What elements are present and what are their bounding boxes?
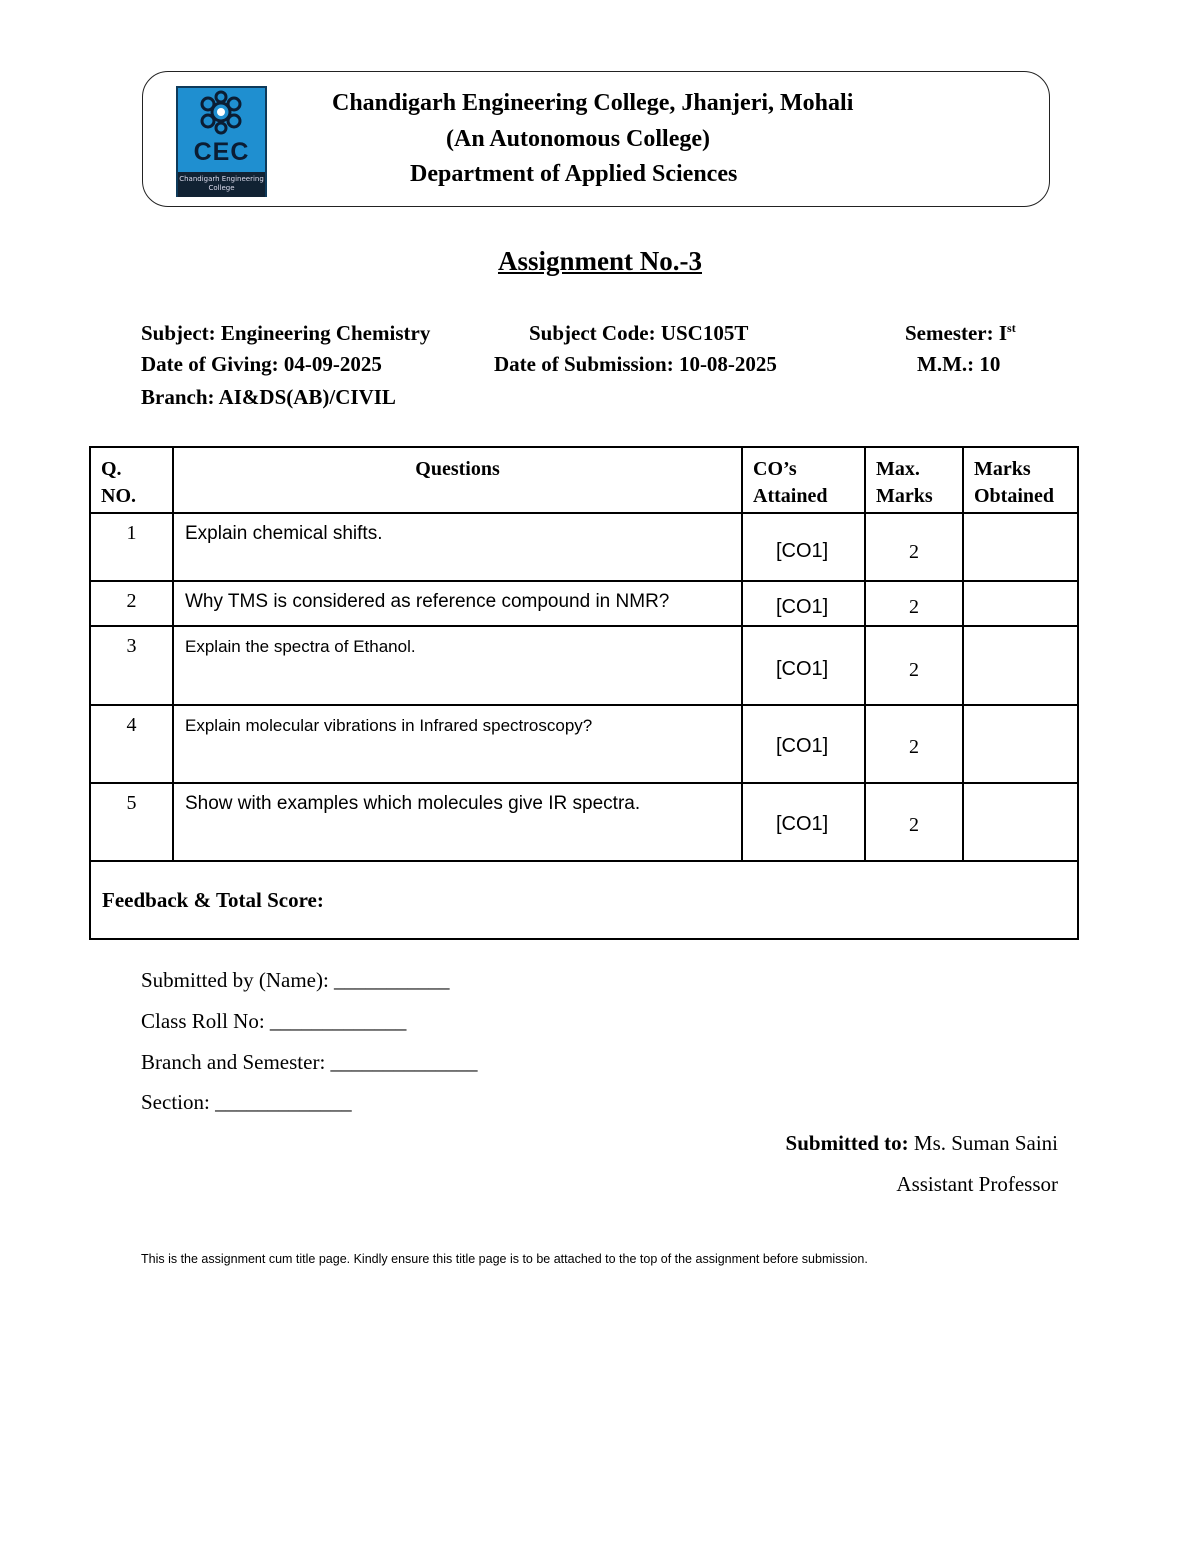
- header-marks-obtained: Marks Obtained: [963, 447, 1078, 513]
- submission-note: This is the assignment cum title page. Kindly ensure this title page is to be attached to the top of the assignment before submission.: [141, 1252, 868, 1266]
- semester-suffix: st: [1007, 321, 1016, 335]
- marks-obtained-cell[interactable]: [963, 626, 1078, 705]
- marks-obtained-cell[interactable]: [963, 581, 1078, 626]
- submitted-by-field[interactable]: Submitted by (Name): ___________: [141, 968, 450, 992]
- subject: Subject: Engineering Chemistry: [141, 321, 431, 345]
- max-marks: 2: [865, 705, 963, 783]
- marks-obtained-cell[interactable]: [963, 705, 1078, 783]
- table-row: [90, 783, 1078, 861]
- questions-table: [89, 446, 1079, 940]
- date-of-submission: Date of Submission: 10-08-2025: [494, 352, 777, 376]
- question-number: 3: [90, 626, 173, 705]
- co-attained: [CO1]: [742, 513, 865, 581]
- college-name: Chandigarh Engineering College, Jhanjeri, Mohali: [332, 90, 854, 116]
- co-attained: [CO1]: [742, 581, 865, 626]
- question-number: 5: [90, 783, 173, 861]
- department-name: Department of Applied Sciences: [410, 161, 738, 187]
- college-logo: [176, 86, 267, 197]
- date-of-giving: Date of Giving: 04-09-2025: [141, 352, 382, 376]
- max-marks: 2: [865, 513, 963, 581]
- header-cos-attained: CO’s Attained: [742, 447, 865, 513]
- submitted-to-name: Ms. Suman Saini: [908, 1131, 1058, 1155]
- max-marks: 2: [865, 581, 963, 626]
- subject-code: Subject Code: USC105T: [529, 321, 749, 345]
- max-marks: 2: [865, 783, 963, 861]
- marks-obtained-cell[interactable]: [963, 513, 1078, 581]
- header-questions: Questions: [173, 447, 742, 513]
- question-text: Why TMS is considered as reference compound in NMR?: [173, 581, 742, 626]
- feedback-total-score[interactable]: Feedback & Total Score:: [90, 861, 1078, 939]
- table-row: [90, 581, 1078, 626]
- section-field[interactable]: Section: _____________: [141, 1090, 352, 1114]
- co-attained: [CO1]: [742, 626, 865, 705]
- feedback-row: [90, 861, 1078, 939]
- max-marks-total: M.M.: 10: [917, 352, 1001, 376]
- question-text: Show with examples which molecules give IR spectra.: [173, 783, 742, 861]
- question-text: Explain chemical shifts.: [173, 513, 742, 581]
- marks-obtained-cell[interactable]: [963, 783, 1078, 861]
- semester-value: Semester: I: [905, 321, 1008, 345]
- semester: [905, 321, 1016, 346]
- co-attained: [CO1]: [742, 783, 865, 861]
- question-number: 4: [90, 705, 173, 783]
- assignment-title: Assignment No.-3: [497, 246, 702, 276]
- question-text: Explain molecular vibrations in Infrared spectroscopy?: [173, 705, 742, 783]
- branch-semester-field[interactable]: Branch and Semester: ______________: [141, 1050, 478, 1074]
- table-row: [90, 513, 1078, 581]
- question-number: 2: [90, 581, 173, 626]
- submitted-to: [786, 1131, 1058, 1156]
- header-max-marks: Max. Marks: [865, 447, 963, 513]
- table-row: [90, 705, 1078, 783]
- question-text: Explain the spectra of Ethanol.: [173, 626, 742, 705]
- autonomous-note: (An Autonomous College): [446, 126, 711, 152]
- submitted-to-label: Submitted to:: [785, 1131, 909, 1155]
- table-header-row: [90, 447, 1078, 513]
- logo-subtitle: Chandigarh Engineering College: [178, 172, 265, 197]
- co-attained: [CO1]: [742, 705, 865, 783]
- roll-no-field[interactable]: Class Roll No: _____________: [141, 1009, 407, 1033]
- designation: Assistant Professor: [896, 1172, 1058, 1196]
- table-row: [90, 626, 1078, 705]
- question-number: 1: [90, 513, 173, 581]
- logo-abbreviation: CEC: [193, 138, 250, 166]
- branch: Branch: AI&DS(AB)/CIVIL: [141, 385, 396, 409]
- max-marks: 2: [865, 626, 963, 705]
- header-qno: Q. NO.: [90, 447, 173, 513]
